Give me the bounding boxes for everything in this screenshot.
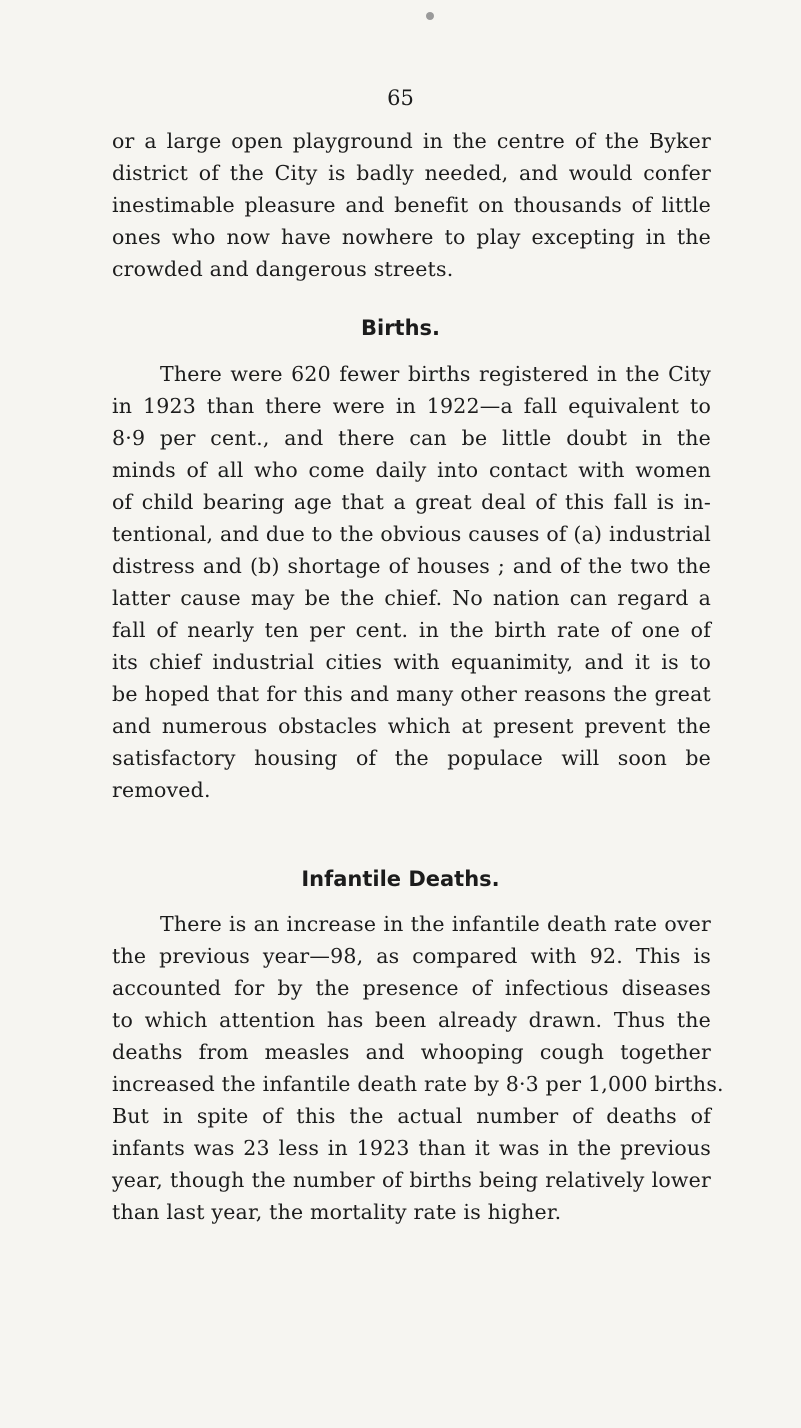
scan-mark	[426, 12, 434, 20]
text-line: accounted for by the presence of infectious diseases	[112, 976, 711, 1000]
infantile-deaths-heading: Infantile Deaths.	[301, 867, 500, 891]
intro-paragraph	[112, 125, 711, 285]
infantile-deaths-paragraph	[112, 908, 724, 1228]
text-line: increased the infantile death rate by 8·3 per 1,000 births.	[112, 1072, 724, 1096]
text-line: ones who now have nowhere to play excepting in the	[112, 225, 711, 249]
paragraph-text	[112, 908, 724, 1228]
text-line: deaths from measles and whooping cough together	[112, 1040, 711, 1064]
text-line: fall of nearly ten per cent. in the birth rate of one of	[112, 618, 711, 642]
text-line: and numerous obstacles which at present prevent the	[112, 714, 711, 738]
text-line: of child bearing age that a great deal of this fall is in-	[112, 490, 711, 514]
text-line: 8·9 per cent., and there can be little doubt in the	[112, 426, 711, 450]
text-line: infants was 23 less in 1923 than it was in the previous	[112, 1136, 711, 1160]
text-line: satisfactory housing of the populace will soon be	[112, 746, 711, 770]
text-line: be hoped that for this and many other reasons the great	[112, 682, 711, 706]
text-line: removed.	[112, 778, 211, 802]
text-line: tentional, and due to the obvious causes of (a) industrial	[112, 522, 711, 546]
text-line: distress and (b) shortage of houses ; and of the two the	[112, 554, 711, 578]
text-line: its chief industrial cities with equanimity, and it is to	[112, 650, 711, 674]
text-line: But in spite of this the actual number of deaths of	[112, 1104, 711, 1128]
text-line: minds of all who come daily into contact with women	[112, 458, 711, 482]
text-line: to which attention has been already drawn. Thus the	[112, 1008, 711, 1032]
text-line: in 1923 than there were in 1922—a fall equivalent to	[112, 394, 711, 418]
births-paragraph	[112, 358, 711, 806]
text-line: latter cause may be the chief. No nation can regard a	[112, 586, 711, 610]
paragraph-text	[112, 125, 711, 285]
text-line: district of the City is badly needed, and would confer	[112, 161, 711, 185]
text-line: There were 620 fewer births registered in the City	[160, 362, 711, 386]
text-line: year, though the number of births being relatively lower	[112, 1168, 711, 1192]
births-heading: Births.	[360, 316, 441, 340]
text-line: inestimable pleasure and benefit on thousands of little	[112, 193, 711, 217]
text-line: crowded and dangerous streets.	[112, 257, 454, 281]
text-line: than last year, the mortality rate is higher.	[112, 1200, 562, 1224]
text-line: or a large open playground in the centre of the Byker	[112, 129, 711, 153]
page-number: 65	[387, 86, 414, 110]
text-line: There is an increase in the infantile death rate over	[160, 912, 711, 936]
paragraph-text	[112, 358, 711, 806]
text-line: the previous year—98, as compared with 92. This is	[112, 944, 711, 968]
